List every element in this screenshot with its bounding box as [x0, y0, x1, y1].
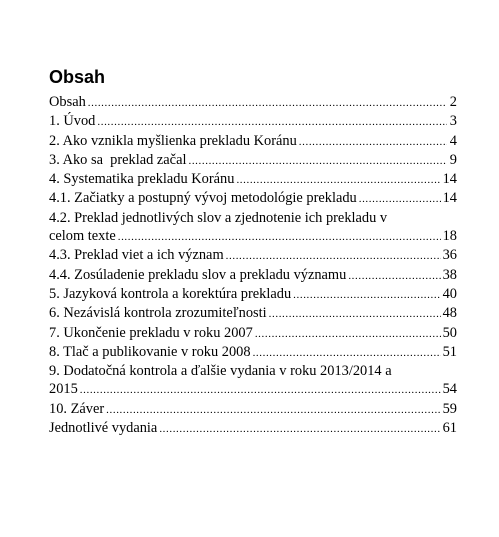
toc-entry-title: 8. Tlač a publikovanie v roku 2008 [49, 343, 251, 360]
toc-entry-ukoncenie[interactable] [49, 324, 457, 343]
toc-entry-page: 14 [442, 171, 457, 188]
toc-leader-dots [348, 267, 440, 285]
toc-leader-dots [293, 286, 440, 304]
toc-entry-title: celom texte [49, 228, 116, 245]
toc-entry-dodatocna-kontrola[interactable] [49, 362, 457, 400]
toc-entry-title: 6. Nezávislá kontrola zrozumiteľnosti [49, 305, 267, 322]
toc-entry-title: Obsah [49, 94, 86, 110]
toc-leader-dots [255, 325, 441, 343]
toc-entry-page: 61 [442, 420, 457, 437]
toc-entry-title: 2. Ako vznikla myšlienka prekladu Koránu [49, 132, 297, 149]
toc-leader-dots [269, 305, 441, 323]
toc-entry-title: 5. Jazyková kontrola a korektúra prekladu [49, 285, 292, 302]
toc-entry-page: 14 [442, 190, 457, 207]
toc-entry-page: 38 [442, 266, 457, 283]
toc-entry-page: 4 [449, 132, 457, 149]
toc-entry-zosuladenie[interactable] [49, 266, 457, 285]
toc-entry-ako-sa-preklad-zacal[interactable] [49, 151, 457, 170]
toc-leader-dots [106, 401, 440, 419]
toc-entry-title: 4.3. Preklad viet a ich význam [49, 247, 224, 264]
toc-leader-dots [226, 247, 441, 265]
toc-leader-dots [118, 228, 441, 246]
toc-entry-page: 40 [442, 285, 457, 302]
toc-leader-dots [359, 190, 441, 208]
toc-entry-title: 1. Úvod [49, 113, 96, 130]
toc-entry-title: 7. Ukončenie prekladu v roku 2007 [49, 324, 253, 341]
toc-leader-dots [159, 420, 440, 438]
toc-leader-dots [97, 113, 447, 131]
toc-entry-title-line1: 9. Dodatočná kontrola a ďalšie vydania v roku 2013/2014 a [49, 363, 392, 380]
toc-leader-dots [299, 133, 447, 151]
toc-entry-nezavisla-kontrola[interactable] [49, 304, 457, 323]
table-of-contents [49, 93, 457, 438]
toc-leader-dots [236, 171, 440, 189]
toc-entry-zaciatky[interactable] [49, 189, 457, 208]
toc-entry-page: 9 [449, 151, 457, 168]
toc-leader-dots [188, 152, 447, 170]
toc-entry-page: 59 [442, 400, 457, 417]
toc-entry-jednotlive-vydania[interactable] [49, 419, 457, 438]
toc-entry-title: 3. Ako sa preklad začal [49, 151, 187, 168]
toc-entry-zaver[interactable] [49, 400, 457, 419]
toc-entry-title: 4.4. Zosúladenie prekladu slov a prekladu významu [49, 266, 347, 283]
toc-heading: Obsah [49, 67, 106, 87]
toc-entry-page: 2 [449, 94, 457, 110]
toc-entry-title: 2015 [49, 381, 78, 398]
toc-entry-preklad-slov[interactable] [49, 209, 457, 247]
toc-entry-page: 48 [442, 305, 457, 322]
toc-entry-page: 51 [442, 343, 457, 360]
toc-entry-systematika[interactable] [49, 170, 457, 189]
toc-entry-title: 10. Záver [49, 400, 105, 417]
toc-entry-page: 50 [442, 324, 457, 341]
toc-entry-title-line1: 4.2. Preklad jednotlivých slov a zjednotenie ich prekladu v [49, 209, 388, 226]
toc-entry-page: 3 [449, 113, 457, 130]
toc-entry-obsah[interactable] [49, 93, 457, 112]
toc-entry-preklad-viet[interactable] [49, 246, 457, 265]
toc-entry-tlac[interactable] [49, 343, 457, 362]
toc-entry-title: Jednotlivé vydania [49, 420, 158, 437]
toc-entry-page: 54 [442, 381, 457, 398]
toc-entry-page: 36 [442, 247, 457, 264]
toc-leader-dots [253, 344, 441, 362]
toc-entry-page: 18 [442, 228, 457, 245]
toc-entry-uvod[interactable] [49, 112, 457, 131]
toc-entry-ako-vznikla[interactable] [49, 132, 457, 151]
toc-leader-dots [80, 381, 441, 399]
toc-leader-dots [88, 94, 447, 112]
toc-entry-jazykova-kontrola[interactable] [49, 285, 457, 304]
toc-entry-title: 4.1. Začiatky a postupný vývoj metodológie prekladu [49, 190, 357, 207]
toc-entry-title: 4. Systematika prekladu Koránu [49, 171, 235, 188]
